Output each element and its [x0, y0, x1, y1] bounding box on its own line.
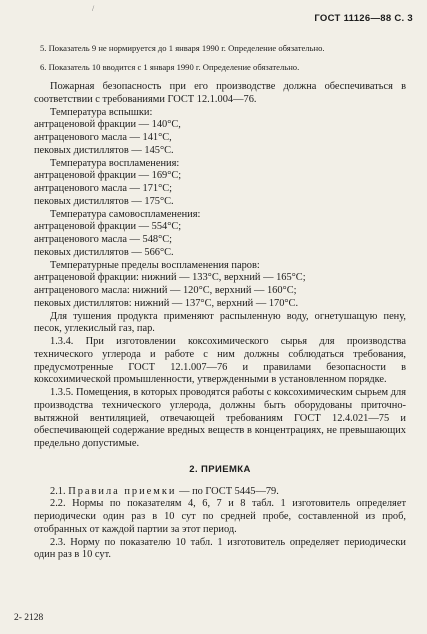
flash-item: антраценового масла — 141°С,	[34, 132, 172, 143]
flash-item: пековых дистиллятов — 145°С.	[34, 144, 174, 156]
limits-item: антраценовой фракции: нижний — 133°С, верхний — 165°С;	[34, 272, 306, 284]
section-2-heading: 2. ПРИЕМКА	[189, 463, 251, 475]
extinguish-paragraph: Для тушения продукта применяют распыленную воду, огнетушащую пену, песок, углекислый газ, пар.	[34, 310, 406, 335]
ignition-item: антраценового масла — 171°С;	[34, 183, 173, 194]
ignition-item: антраценовой фракции — 169°С;	[34, 170, 182, 182]
limits-item: пековых дистиллятов: нижний — 137°С, верхний — 170°С.	[34, 297, 299, 309]
limits-item: антраценового масла: нижний — 120°С, верхний — 160°С;	[34, 285, 297, 296]
clause-2-2: 2.2. Нормы по показателям 4, 6, 7 и 8 табл. 1 изготовитель определяет периодически один раз в 10 сут по средней пробе, составленной из проб, отобранных от каждой партии за этот период.	[34, 498, 406, 535]
clause-2-1-reference: — по ГОСТ 5445—79.	[176, 485, 279, 497]
table-notes	[34, 42, 404, 79]
clause-1-3-5: 1.3.5. Помещения, в которых проводятся работы с коксохимическим сырьем для производства технического углерода, должны быть оборудованы приточно-вытяжной вентиляцией, отвечающей требованиям ГОСТ 12.4.021—75 и обеспечивающей содержание вредных веществ в концентрациях, не превышающих предельно допустимые.	[34, 387, 406, 449]
autoignition-item: пековых дистиллятов — 566°С.	[34, 246, 174, 258]
flash-item: антраценовой фракции — 140°С,	[34, 119, 181, 131]
scan-mark: /	[92, 4, 95, 13]
clause-2-1-term: Правила приемки	[68, 485, 177, 497]
note-5: 5. Показатель 9 не нормируется до 1 января 1990 г. Определение обязательно.	[40, 43, 325, 53]
clause-2-1	[34, 486, 406, 499]
clause-2-3: 2.3. Норму по показателю 10 табл. 1 изготовитель определяет периодически один раз в 10 сут.	[34, 536, 406, 561]
main-text	[34, 81, 406, 562]
autoignition-item: антраценовой фракции — 554°С;	[34, 221, 182, 233]
autoignition-item: антраценового масла — 548°С;	[34, 234, 173, 245]
fire-safety-paragraph: Пожарная безопасность при его производстве должна обеспечиваться в соответствии с требованиями ГОСТ 12.1.004—76.	[34, 81, 406, 105]
autoignition-title: Температура самовоспламенения:	[50, 208, 201, 220]
ignition-title: Температура воспламенения:	[50, 157, 180, 169]
clause-2-1-number: 2.1.	[50, 485, 69, 497]
limits-title: Температурные пределы воспламенения паров:	[50, 259, 260, 271]
flash-title: Температура вспышки:	[50, 106, 153, 118]
note-6: 6. Показатель 10 вводится с 1 января 1990 г. Определение обязательно.	[40, 61, 300, 72]
running-header: ГОСТ 11126—88 С. 3	[314, 13, 413, 24]
print-mark: 2- 2128	[14, 613, 44, 623]
ignition-item: пековых дистиллятов — 175°С.	[34, 195, 174, 207]
clause-1-3-4: 1.3.4. При изготовлении коксохимического сырья для производства технического углерода и работе с ним должны соблюдаться требования, предусмотренные ГОСТ 12.1.007—76 и правилами безопасности в коксохимической промышленности, утвержденными в установленном порядке.	[34, 336, 406, 386]
